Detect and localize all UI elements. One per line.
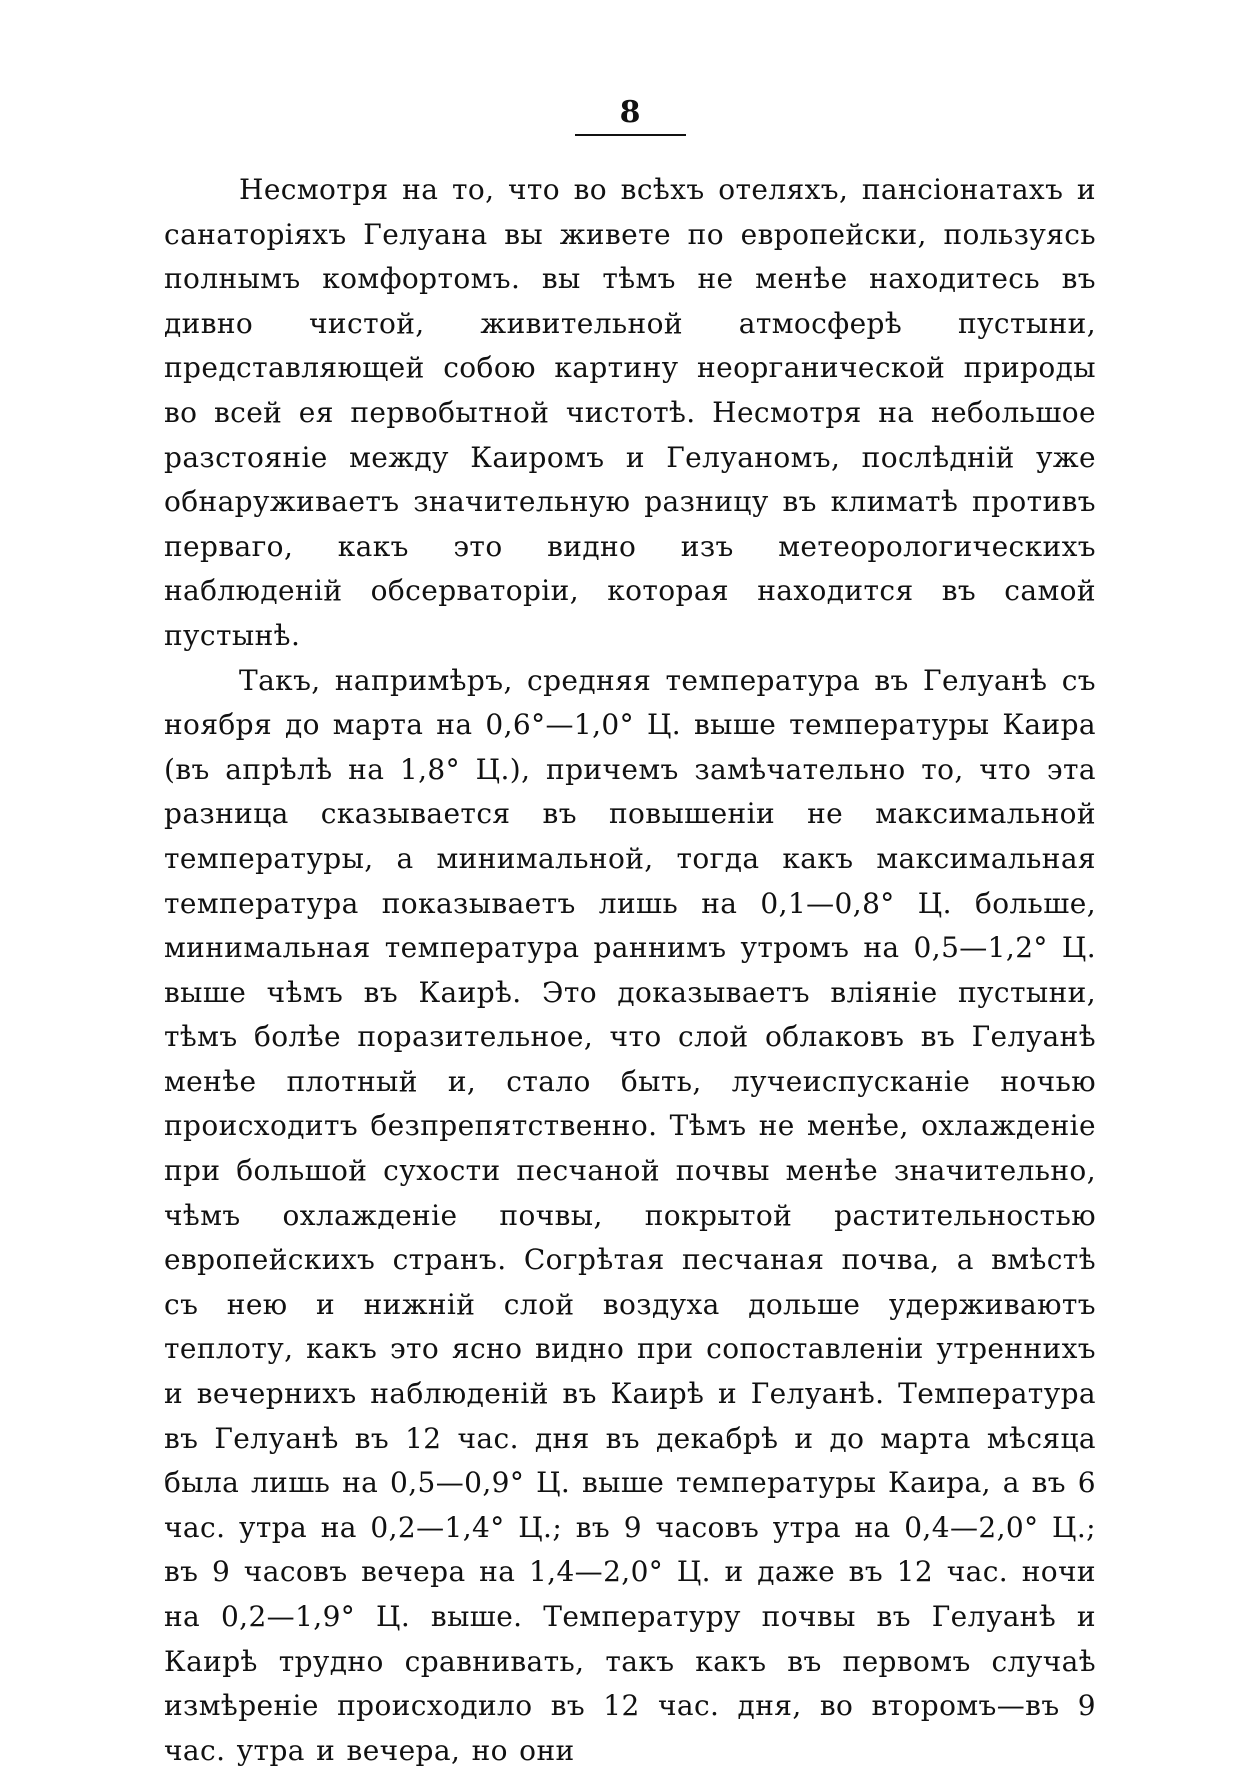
paragraph-1: Несмотря на то, что во всѣхъ отеляхъ, пансіонатахъ и санаторіяхъ Гелуана вы живете по европейски, пользуясь полнымъ комфортомъ. вы тѣмъ не менѣе находитесь въ дивно чистой, живительной атмосферѣ пустыни, представляющей собою картину неорганической природы во всей ея первобытной чистотѣ. Несмотря на небольшое разстояніе между Каиромъ и Гелуаномъ, послѣдній уже обнаруживаетъ значительную разницу въ климатѣ противъ перваго, какъ это видно изъ метеорологическихъ наблюденій обсерваторіи, которая находится въ самой пустынѣ. — [164, 173, 1096, 652]
paragraph-2: Такъ, напримѣръ, средняя температура въ Гелуанѣ съ ноября до марта на 0,6°—1,0° Ц. выше температуры Каира (въ апрѣлѣ на 1,8° Ц.), причемъ замѣчательно то, что эта разница сказывается въ повышеніи не максимальной температуры, а минимальной, тогда какъ максимальная температура показываетъ лишь на 0,1—0,8° Ц. больше, минимальная температура раннимъ утромъ на 0,5—1,2° Ц. выше чѣмъ въ Каирѣ. Это доказываетъ вліяніе пустыни, тѣмъ болѣе поразительное, что слой облаковъ въ Гелуанѣ менѣе плотный и, стало быть, лучеиспусканіе ночью происходитъ безпрепятственно. Тѣмъ не менѣе, охлажденіе при большой сухости песчаной почвы менѣе значительно, чѣмъ охлажденіе почвы, покрытой растительностью европейскихъ странъ. Согрѣтая песчаная почва, а вмѣстѣ съ нею и нижній слой воздуха дольше удерживаютъ теплоту, какъ это ясно видно при сопоставленіи утреннихъ и вечернихъ наблюденій въ Каирѣ и Гелуанѣ. Температура въ Гелуанѣ въ 12 час. дня въ декабрѣ и до марта мѣсяца была лишь на 0,5—0,9° Ц. выше температуры Каира, а въ 6 час. утра на 0,2—1,4° Ц.; въ 9 часовъ утра на 0,4—2,0° Ц.; въ 9 часовъ вечера на 1,4—2,0° Ц. и даже въ 12 час. ночи на 0,2—1,9° Ц. выше. Температуру почвы въ Гелуанѣ и Каирѣ трудно сравнивать, такъ какъ въ первомъ случаѣ измѣреніе происходило въ 12 час. дня, во второмъ—въ 9 час. утра и вечера, но они — [164, 663, 1096, 1767]
page-number-rule — [575, 134, 686, 136]
page-number: 8 — [619, 95, 641, 130]
body-text — [164, 168, 1096, 1773]
